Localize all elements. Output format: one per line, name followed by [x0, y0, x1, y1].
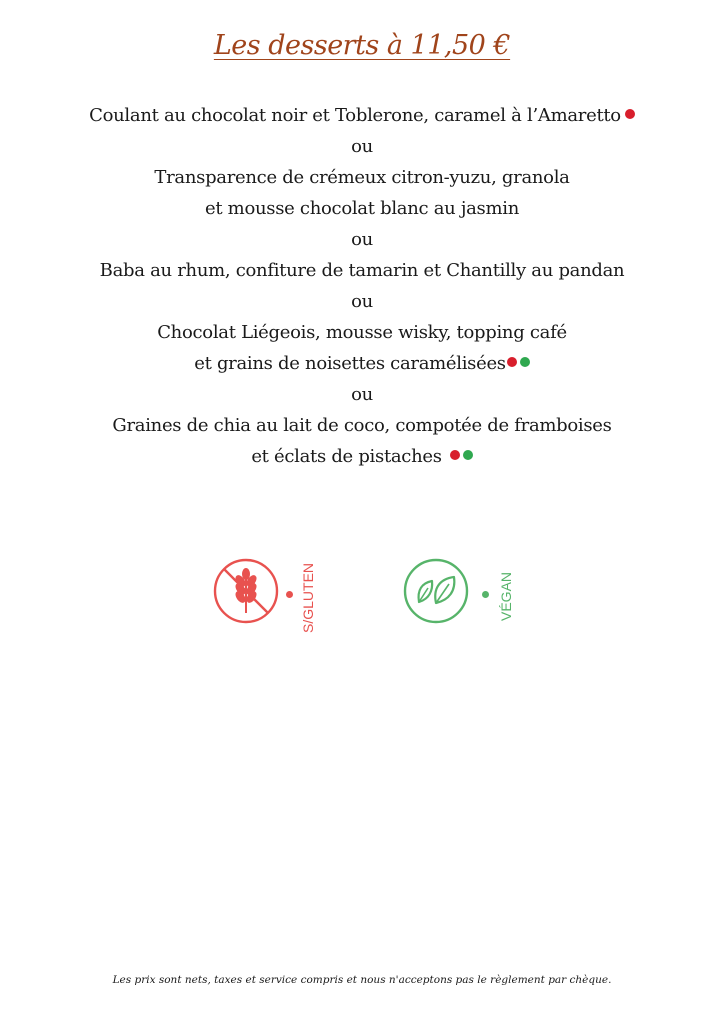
separator: ou	[351, 229, 373, 250]
menu-item-continued	[0, 441, 724, 472]
vegan-dot	[482, 591, 489, 598]
menu-item	[0, 100, 724, 131]
footer-note: Les prix sont nets, taxes et service compris et nous n'acceptons pas le règlement par chèque.	[112, 974, 612, 986]
gluten-free-dot	[286, 591, 293, 598]
separator: ou	[351, 136, 373, 157]
wheat-crossed-icon	[212, 557, 280, 625]
separator: ou	[351, 291, 373, 312]
gluten-free-dot	[625, 109, 635, 119]
separator: ou	[351, 384, 373, 405]
gluten-free-dot	[450, 450, 460, 460]
menu-item: Graines de chia au lait de coco, compotée de framboises	[112, 415, 612, 436]
item-text: Coulant au chocolat noir et Toblerone, caramel à l’Amaretto	[89, 105, 621, 126]
page-title: Les desserts à 11,50 €	[213, 30, 511, 61]
dessert-menu	[0, 100, 724, 472]
diet-legend	[0, 553, 724, 643]
item-text: et grains de noisettes caramélisées	[194, 353, 506, 374]
menu-item: Baba au rhum, confiture de tamarin et Chantilly au pandan	[99, 260, 625, 281]
leaves-icon	[402, 557, 470, 625]
vegan-label: VÉGAN	[498, 571, 514, 621]
vegan-dot	[463, 450, 473, 460]
legend-vegan	[402, 553, 512, 643]
menu-item-continued	[0, 348, 724, 379]
menu-item: Transparence de crémeux citron-yuzu, granola	[154, 167, 570, 188]
legend-gluten-free	[212, 553, 322, 643]
gluten-free-dot	[507, 357, 517, 367]
gluten-free-label: S/GLUTEN	[300, 562, 316, 633]
item-text: et éclats de pistaches	[251, 446, 442, 467]
menu-item: Chocolat Liégeois, mousse wisky, topping café	[157, 322, 567, 343]
vegan-dot	[520, 357, 530, 367]
menu-item-continued: et mousse chocolat blanc au jasmin	[204, 198, 520, 219]
